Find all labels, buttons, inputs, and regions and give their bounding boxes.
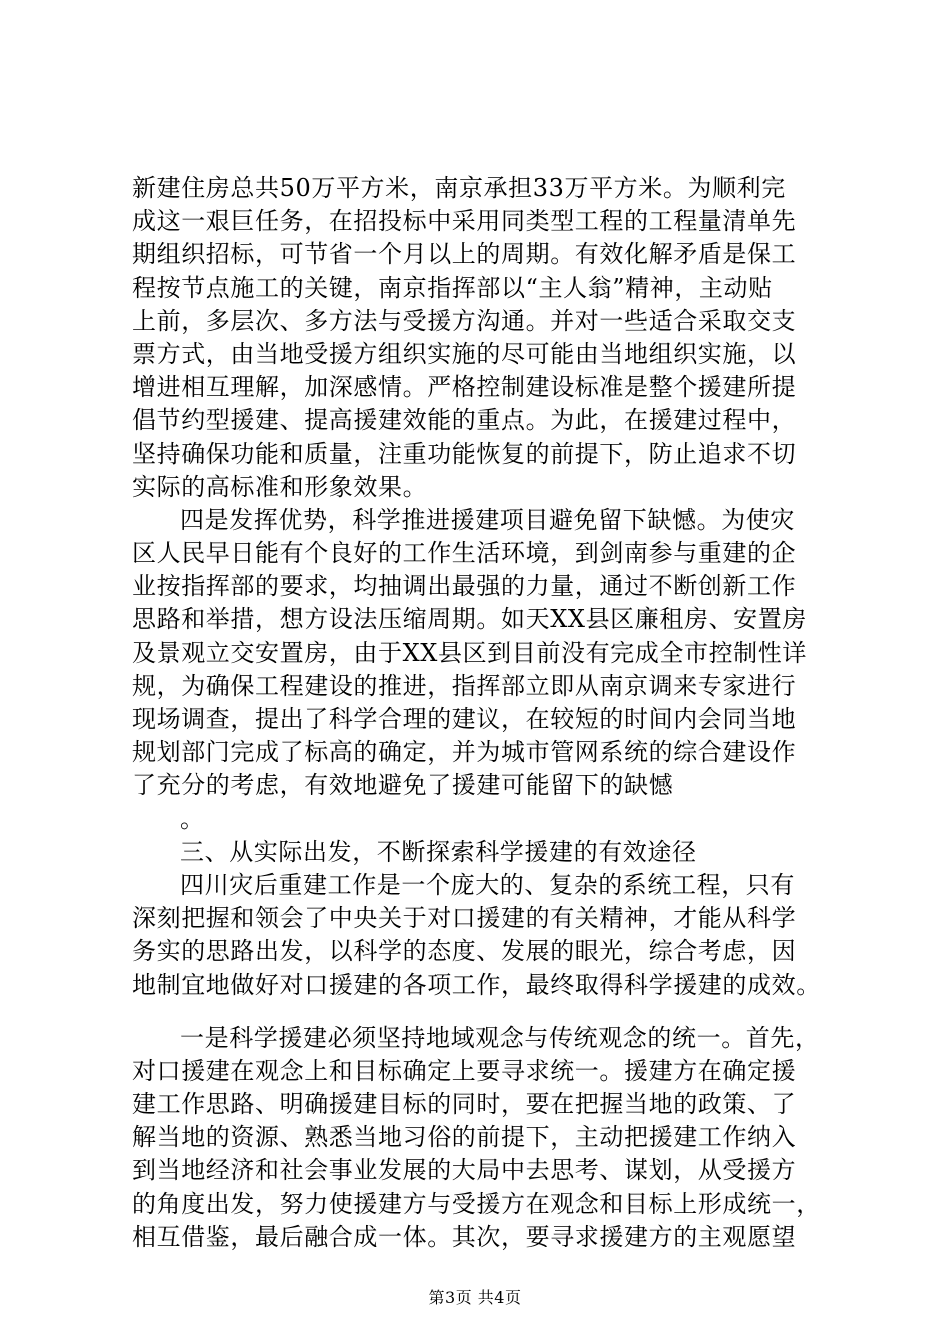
text-line: 期组织招标，可节省一个月以上的周期。有效化解矛盾是保工 [132,240,797,269]
section-heading: 三、从实际出发，不断探索科学援建的有效途径 [180,837,697,866]
text-line: 的角度出发，努力使援建方与受援方在观念和目标上形成统一， [132,1189,821,1218]
text-line: 规划部门完成了标高的确定，并为城市管网系统的综合建设作 [132,738,797,767]
text-line: 票方式，由当地受援方组织实施的尽可能由当地组织实施，以 [132,339,797,368]
text-line: 对口援建在观念上和目标确定上要寻求统一。援建方在确定援 [132,1056,797,1085]
paragraph-gap [132,1002,852,1022]
paragraph-first-line: 四川灾后重建工作是一个庞大的、复杂的系统工程，只有 [180,870,795,899]
text-line: 增进相互理解，加深感情。严格控制建设标准是整个援建所提 [132,373,797,402]
text-line: 建工作思路、明确援建目标的同时，要在把握当地的政策、了 [132,1090,797,1119]
text-line: 到当地经济和社会事业发展的大局中去思考、谋划，从受援方 [132,1156,797,1185]
paragraph-first-line: 四是发挥优势，科学推进援建项目避免留下缺憾。为使灾 [180,505,795,534]
text-line: 成这一艰巨任务，在招投标中采用同类型工程的工程量清单先 [132,207,797,236]
text-line: 规，为确保工程建设的推进，指挥部立即从南京调来专家进行 [132,671,797,700]
text-line: 上前，多层次、多方法与受援方沟通。并对一些适合采取交支 [132,306,797,335]
text-line: 地制宜地做好对口援建的各项工作，最终取得科学援建的成效。 [132,970,821,999]
text-line: 及景观立交安置房，由于XX县区到目前没有完成全市控制性详 [132,638,807,667]
paragraph-first-line: 一是科学援建必须坚持地域观念与传统观念的统一。首先， [180,1023,820,1052]
text-line: 程按节点施工的关键，南京指挥部以“主人翁”精神，主动贴 [132,273,773,302]
text-line: 了充分的考虑，有效地避免了援建可能留下的缺憾 [132,771,674,800]
text-line: 思路和举措，想方设法压缩周期。如天XX县区廉租房、安置房 [132,605,807,634]
text-line-period: 。 [180,804,205,833]
text-line: 实际的高标准和形象效果。 [132,472,428,501]
text-line: 务实的思路出发，以科学的态度、发展的眼光，综合考虑，因 [132,937,797,966]
page-footer: 第3页 共4页 [428,1288,522,1307]
text-line: 相互借鉴，最后融合成一体。其次，要寻求援建方的主观愿望 [132,1222,797,1251]
text-line: 深刻把握和领会了中央关于对口援建的有关精神，才能从科学 [132,904,797,933]
text-line: 新建住房总共50万平方米，南京承担33万平方米。为顺利完 [132,174,786,202]
text-line: 现场调查，提出了科学合理的建议，在较短的时间内会同当地 [132,705,797,733]
text-line: 解当地的资源、熟悉当地习俗的前提下，主动把援建工作纳入 [132,1123,797,1152]
text-line: 区人民早日能有个良好的工作生活环境，到剑南参与重建的企 [132,539,797,568]
text-line: 坚持确保功能和质量，注重功能恢复的前提下，防止追求不切 [132,439,797,468]
text-line: 倡节约型援建、提高援建效能的重点。为此，在援建过程中， [132,406,797,435]
document-body [132,172,852,1254]
text-line: 业按指挥部的要求，均抽调出最强的力量，通过不断创新工作 [132,572,797,601]
